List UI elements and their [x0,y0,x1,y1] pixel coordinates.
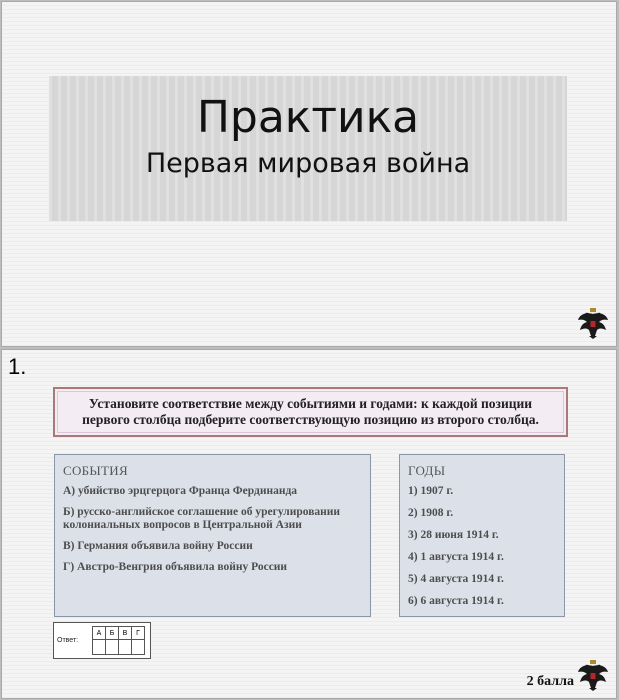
answer-label: Ответ: [57,637,79,644]
answer-grid [53,622,151,659]
instruction-box: Установите соответствие между событиями и годами: к каждой позиции первого столбца подберите соответствующую позицию из второго столбца. [53,387,568,437]
double-headed-eagle-icon [576,306,610,340]
title-slide [1,1,617,347]
year-item: 5) 4 августа 1914 г. [408,573,504,585]
double-headed-eagle-icon [576,658,610,692]
events-title: СОБЫТИЯ [63,463,128,478]
year-item: 4) 1 августа 1914 г. [408,551,504,563]
answer-cell[interactable] [106,640,119,655]
event-item: Г) Австро-Венгрия объявила войну России [63,561,288,573]
event-item: Б) русско-английское соглашение об урегулировании колониальных вопросов в Центральной Азии [63,506,341,531]
year-item: 2) 1908 г. [408,507,454,519]
answer-table [92,626,145,655]
slide-title: Практика [196,92,420,143]
year-item: 1) 1907 г. [408,485,454,497]
slide-subtitle: Первая мировая война [145,148,471,179]
title-band [49,76,567,221]
answer-col-header: Г [132,627,145,640]
score-label: 2 балла [526,674,574,689]
answer-cell[interactable] [93,640,106,655]
question-slide [1,349,617,699]
answer-col-header: Б [106,627,119,640]
events-box [54,454,371,617]
answer-cell[interactable] [132,640,145,655]
event-item: В) Германия объявила войну России [63,540,253,552]
answer-cell[interactable] [119,640,132,655]
answer-col-header: В [119,627,132,640]
year-item: 6) 6 августа 1914 г. [408,595,504,607]
question-number: 1. [8,354,27,379]
event-item: А) убийство эрцгерцога Франца Фердинанда [63,485,298,497]
years-title: ГОДЫ [408,463,446,478]
answer-col-header: А [93,627,106,640]
year-item: 3) 28 июня 1914 г. [408,529,499,541]
years-box [399,454,565,617]
